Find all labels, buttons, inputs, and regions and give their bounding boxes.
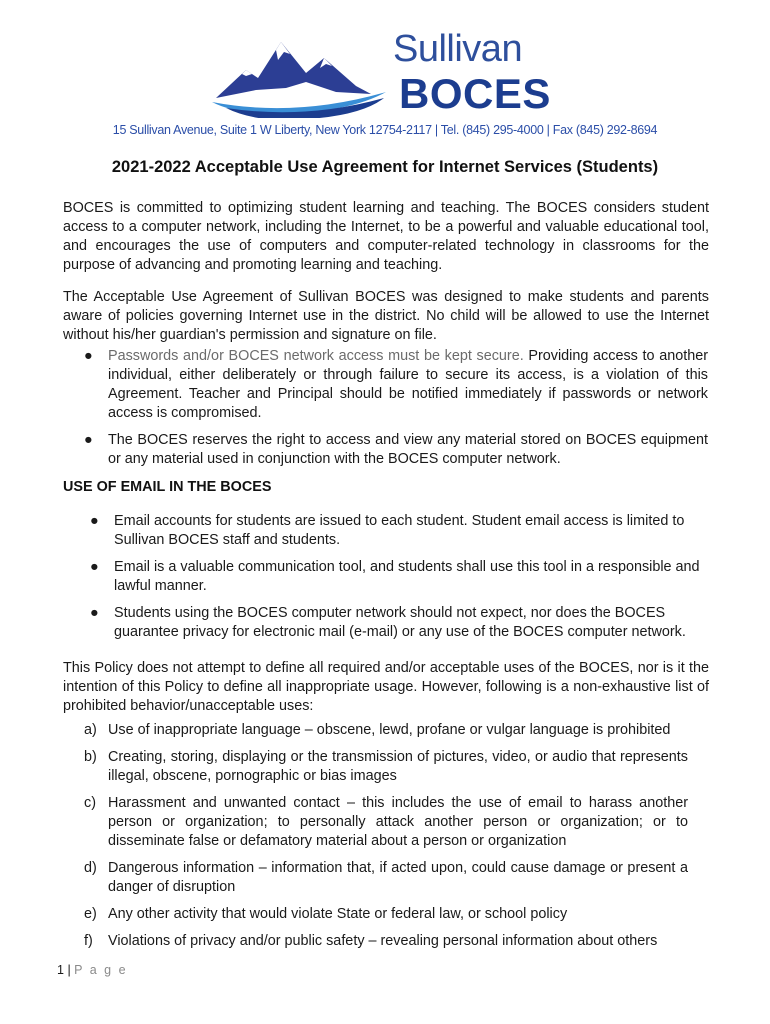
bullet-icon: ● bbox=[90, 513, 99, 529]
list-item: ● Students using the BOCES computer network should not expect, nor does the BOCES guarantee privacy for electronic mail (e-mail) or any use of the BOCES computer network. bbox=[90, 605, 686, 640]
security-bullets bbox=[84, 347, 709, 477]
list-item: d) Dangerous information – information that, if acted upon, could cause damage or present a danger of disruption bbox=[84, 860, 688, 895]
list-item: a) Use of inappropriate language – obscene, lewd, profane or vulgar language is prohibited bbox=[84, 722, 671, 738]
bullet-icon: ● bbox=[90, 559, 99, 575]
bullet-icon: ● bbox=[90, 605, 99, 621]
list-item: f) Violations of privacy and/or public safety – revealing personal information about others bbox=[84, 933, 658, 949]
page-footer bbox=[57, 963, 128, 977]
list-item: b) Creating, storing, displaying or the transmission of pictures, video, or audio that represents illegal, obscene, pornographic or bias images bbox=[84, 749, 688, 784]
logo-name: Sullivan bbox=[393, 28, 523, 70]
email-section-heading: USE OF EMAIL IN THE BOCES bbox=[63, 479, 272, 495]
bullet-icon: ● bbox=[84, 432, 93, 448]
prohibited-uses-list bbox=[84, 721, 688, 959]
agreement-paragraph: The Acceptable Use Agreement of Sullivan BOCES was designed to make students and parents aware of policies governing Internet use in the district. No child will be allowed to use the Internet without his/her guardian's permission and signature on file. bbox=[63, 289, 709, 343]
page-title: 2021-2022 Acceptable Use Agreement for Internet Services (Students) bbox=[111, 158, 659, 176]
address-line: 15 Sullivan Avenue, Suite 1 W Liberty, New York 12754-2117 | Tel. (845) 295-4000 | Fax (845) 292-8694 bbox=[112, 123, 658, 137]
list-item: e) Any other activity that would violate State or federal law, or school policy bbox=[84, 906, 568, 922]
policy-paragraph: This Policy does not attempt to define all required and/or acceptable uses of the BOCES, nor is it the intention of this Policy to define all inappropriate usage. However, following is a non-exhaustive list of prohibited behavior/unacceptable uses: bbox=[63, 660, 709, 714]
footer-separator: | bbox=[67, 963, 71, 977]
list-item: ● Email is a valuable communication tool, and students shall use this tool in a responsible and lawful manner. bbox=[90, 559, 700, 594]
logo-sub: BOCES bbox=[399, 70, 551, 117]
sullivan-boces-logo bbox=[206, 28, 566, 118]
list-item: ● Passwords and/or BOCES network access must be kept secure. Providing access to another individual, either deliberately or through failure to secure its access, is a violation of this Agreement. Teacher and Principal should be notified immediately if passwords or network access is compromised. bbox=[84, 348, 709, 421]
list-item: ● Email accounts for students are issued to each student. Student email access is limited to Sullivan BOCES staff and students. bbox=[90, 513, 685, 548]
page-label: P a g e bbox=[74, 963, 128, 977]
list-item: ● The BOCES reserves the right to access and view any material stored on BOCES equipment or any material used in conjunction with the BOCES computer network. bbox=[84, 432, 708, 467]
list-item: c) Harassment and unwanted contact – this includes the use of email to harass another person or organization; to personally attack another person or organization; or to disseminate false or defamatory material about a person or organization bbox=[84, 795, 688, 849]
intro-paragraph: BOCES is committed to optimizing student learning and teaching. The BOCES considers student access to a computer network, including the Internet, to be a powerful and valuable educational tool, and encourages the use of computers and computer-related technology in classrooms for the purpose of advancing and promoting learning and teaching. bbox=[63, 200, 709, 273]
page-number: 1 bbox=[57, 963, 64, 977]
bullet-icon: ● bbox=[84, 348, 93, 364]
email-bullets bbox=[90, 512, 708, 650]
